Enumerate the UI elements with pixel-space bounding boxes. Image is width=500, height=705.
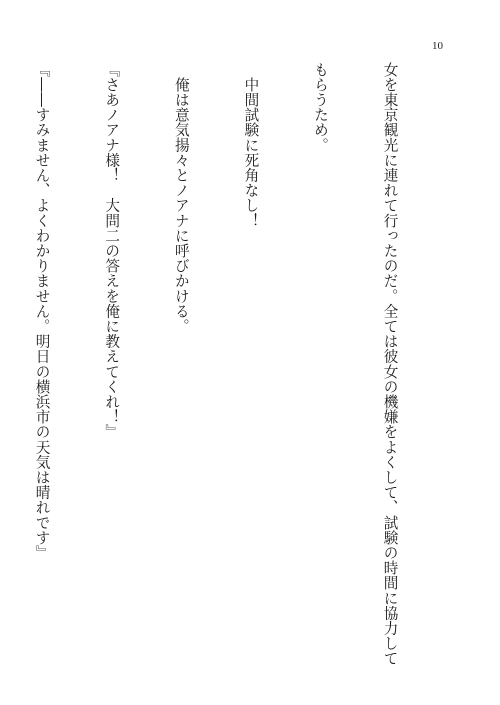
text-line: 中間試験に死角なし！ <box>242 62 260 229</box>
page-number: 10 <box>432 40 443 52</box>
text-line: 『――すみません、よくわかりません。明日の横浜市の天気は晴れです』 <box>33 62 51 561</box>
text-line: 俺は意気揚々とノアナに呼びかける。 <box>172 62 190 334</box>
text-line: 女を東京観光に連れて行ったのだ。全ては彼女の機嫌をよくして、試験の時間に協力して <box>381 62 399 666</box>
text-line: 『さあノアナ様！ 大問二の答えを俺に教えてくれ！』 <box>103 62 121 440</box>
text-line: もらうため。 <box>311 62 329 153</box>
vertical-text-body <box>28 62 448 692</box>
